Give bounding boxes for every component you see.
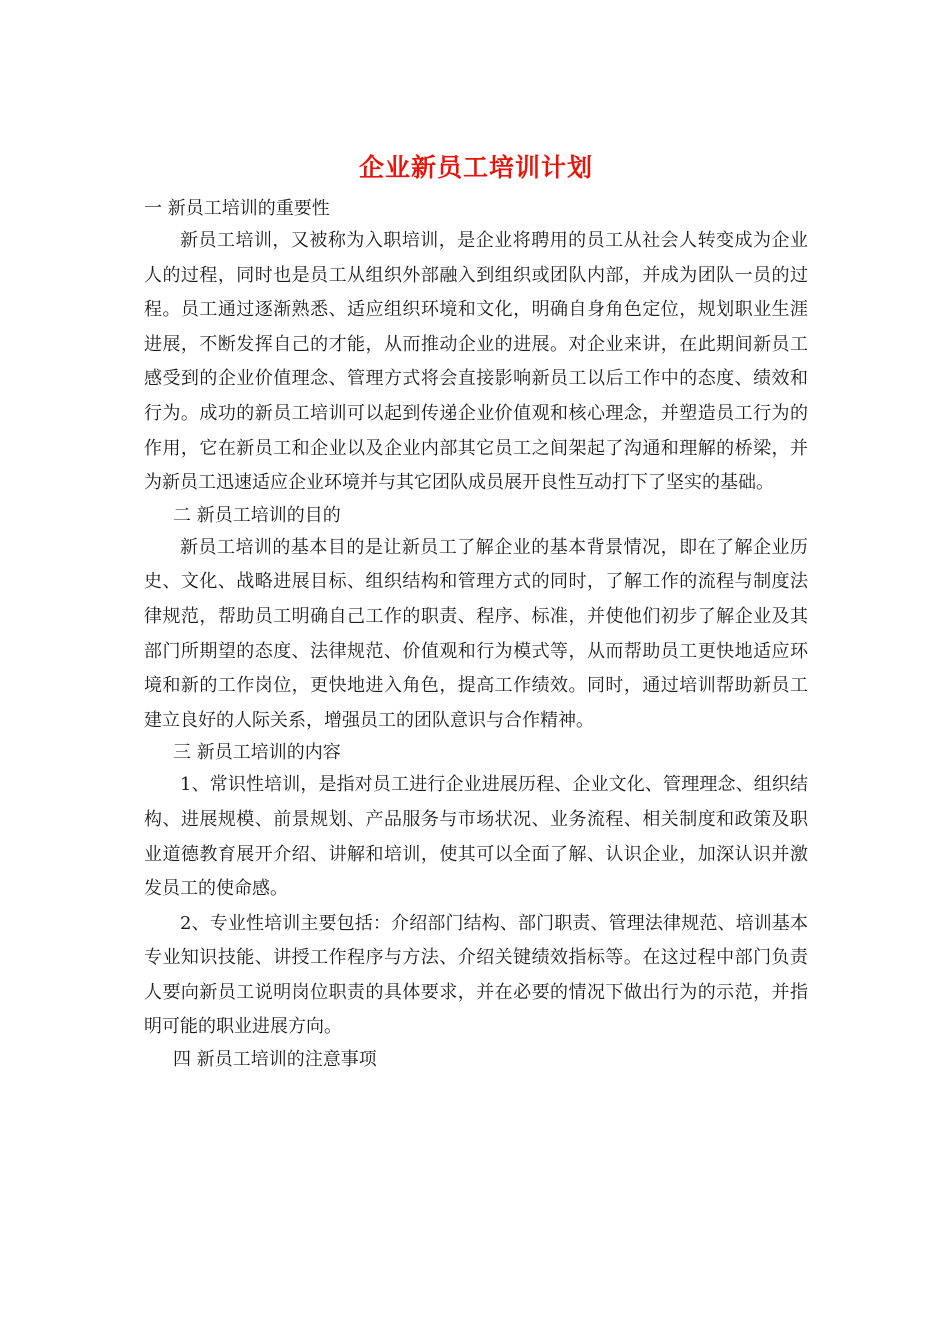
document-body xyxy=(144,150,808,1075)
paragraph-content-general: 1、常识性培训，是指对员工进行企业进展历程、企业文化、管理理念、组织结构、进展规模、前景规划、产品服务与市场状况、业务流程、相关制度和政策及职业道德教育展开介绍、讲解和培训，使其可以全面了解、认识企业，加深认识并激发员工的使命感。 xyxy=(144,774,808,900)
section-heading-purpose: 二 新员工培训的目的 xyxy=(173,504,341,526)
paragraph-content-professional: 2、专业性培训主要包括：介绍部门结构、部门职责、管理法律规范、培训基本专业知识技能、讲授工作程序与方法、介绍关键绩效指标等。在这过程中部门负责人要向新员工说明岗位职责的具体要求，并在必要的情况下做出行为的示范，并指明可能的职业进展方向。 xyxy=(144,912,808,1038)
section-heading-content: 三 新员工培训的内容 xyxy=(173,742,341,764)
paragraph-importance: 新员工培训，又被称为入职培训，是企业将聘用的员工从社会人转变成为企业人的过程，同时也是员工从组织外部融入到组织或团队内部，并成为团队一员的过程。员工通过逐渐熟悉、适应组织环境和文化，明确自身角色定位，规划职业生涯进展，不断发挥自己的才能，从而推动企业的进展。对企业来讲，在此期间新员工感受到的企业价值理念、管理方式将会直接影响新员工以后工作中的态度、绩效和行为。成功的新员工培训可以起到传递企业价值观和核心理念，并塑造员工行为的作用，它在新员工和企业以及企业内部其它员工之间架起了沟通和理解的桥梁，并为新员工迅速适应企业环境并与其它团队成员展开良性互动打下了坚实的基础。 xyxy=(144,230,808,494)
section-heading-notes: 四 新员工培训的注意事项 xyxy=(173,1049,377,1071)
paragraph-purpose: 新员工培训的基本目的是让新员工了解企业的基本背景情况，即在了解企业历史、文化、战略进展目标、组织结构和管理方式的同时，了解工作的流程与制度法律规范，帮助员工明确自己工作的职责、程序、标准，并使他们初步了解企业及其部门所期望的态度、法律规范、价值观和行为模式等，从而帮助员工更快地适应环境和新的工作岗位，更快地进入角色，提高工作绩效。同时，通过培训帮助新员工建立良好的人际关系，增强员工的团队意识与合作精神。 xyxy=(144,536,808,731)
section-heading-importance: 一 新员工培训的重要性 xyxy=(144,198,330,219)
document-title: 企业新员工培训计划 xyxy=(358,153,593,182)
